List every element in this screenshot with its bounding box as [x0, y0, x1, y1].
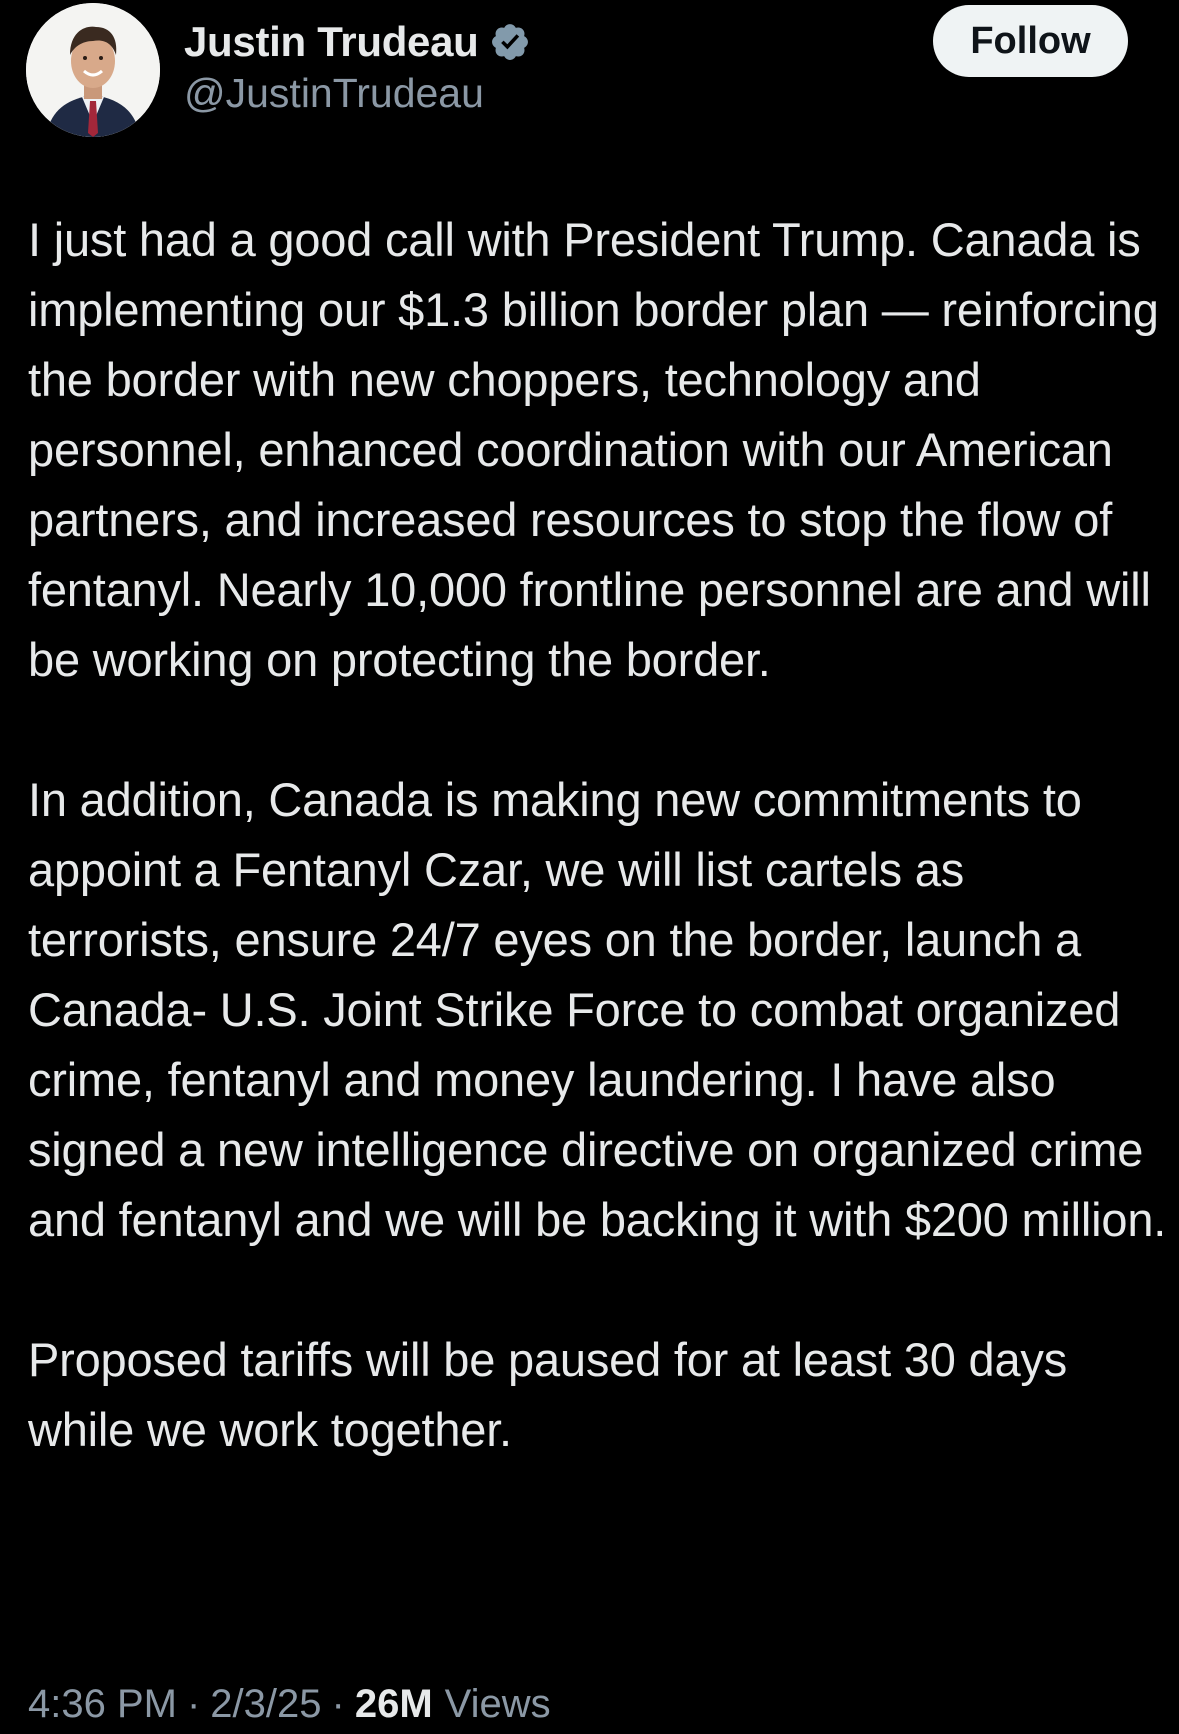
author-avatar[interactable]	[26, 3, 160, 137]
author-display-name[interactable]: Justin Trudeau	[184, 18, 479, 65]
tweet-paragraph: In addition, Canada is making new commitments to appoint a Fentanyl Czar, we will list cartels as terrorists, ensure 24/7 eyes on the border, launch a Canada- U.S. Joint Strike Force to combat organized crime, fentanyl and money laundering. I have also signed a new intelligence directive on organized crime and fentanyl and we will be backing it with $200 million.	[28, 773, 1167, 1246]
tweet-time[interactable]: 4:36 PM	[28, 1681, 177, 1726]
tweet-header	[0, 0, 1179, 150]
tweet-paragraph: I just had a good call with President Trump. Canada is implementing our $1.3 billion border plan — reinforcing the border with new choppers, technology and personnel, enhanced coordination with our American partners, and increased resources to stop the flow of fentanyl. Nearly 10,000 frontline personnel are and will be working on protecting the border.	[28, 213, 1172, 686]
author-handle[interactable]: @JustinTrudeau	[184, 70, 484, 116]
profile-photo	[26, 3, 160, 137]
tweet-paragraph: Proposed tariffs will be paused for at least 30 days while we work together.	[28, 1333, 1080, 1456]
tweet-date[interactable]: 2/3/25	[210, 1681, 322, 1726]
tweet-meta	[28, 1680, 551, 1728]
tweet-text	[28, 205, 1172, 1465]
author-name-row	[184, 14, 531, 70]
verified-badge-icon[interactable]	[489, 21, 531, 63]
views-label: Views	[444, 1681, 551, 1726]
meta-separator: ·	[331, 1681, 345, 1726]
follow-button[interactable]: Follow	[933, 5, 1128, 77]
views-count[interactable]: 26M	[354, 1681, 433, 1726]
meta-separator: ·	[186, 1681, 201, 1726]
